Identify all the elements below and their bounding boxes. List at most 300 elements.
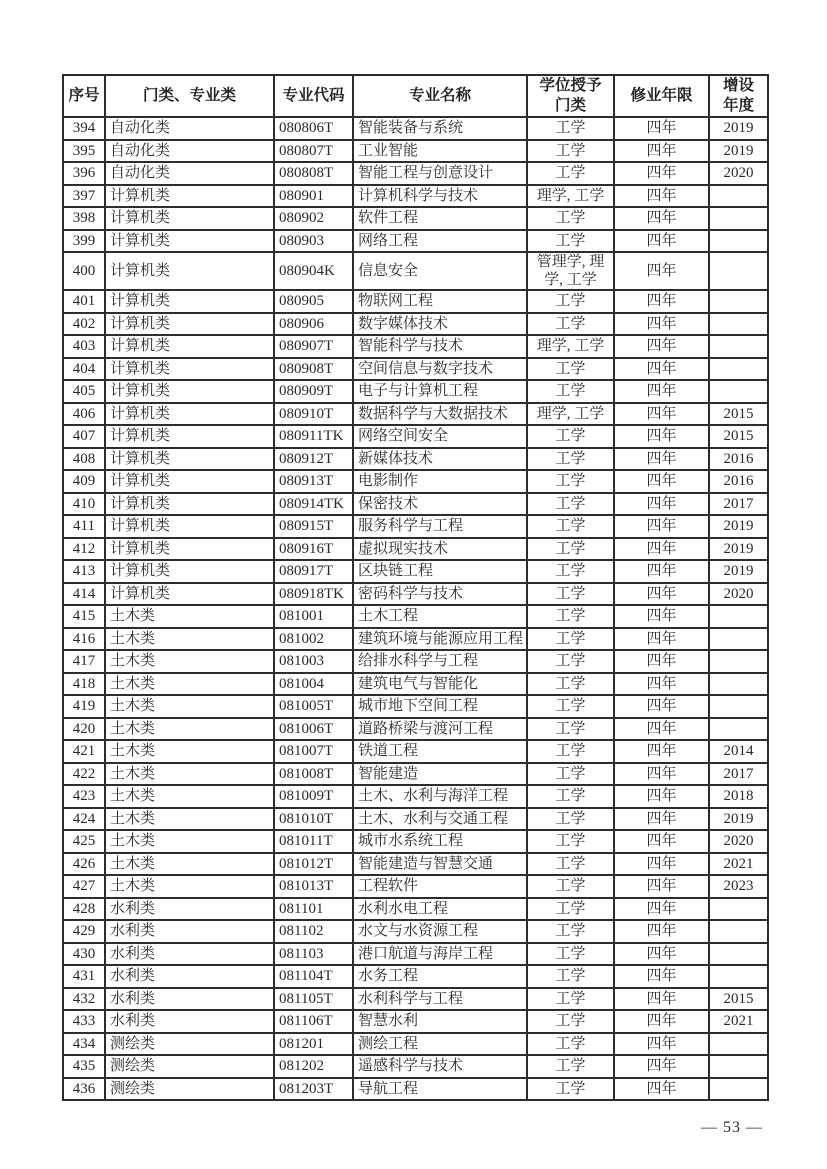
- cell-duration: 四年: [614, 628, 709, 651]
- cell-code: 081203T: [274, 1078, 353, 1101]
- cell-duration: 四年: [614, 1010, 709, 1033]
- table-row: [63, 898, 768, 921]
- table-row: [63, 185, 768, 208]
- cell-code: 081003: [274, 650, 353, 673]
- cell-year: [709, 965, 768, 988]
- cell-name: 保密技术: [353, 493, 527, 516]
- cell-year: 2020: [709, 583, 768, 606]
- cell-year: [709, 252, 768, 290]
- cell-code: 081105T: [274, 988, 353, 1011]
- cell-degree: 工学: [527, 898, 614, 921]
- cell-code: 081102: [274, 920, 353, 943]
- cell-category: 土木类: [105, 875, 274, 898]
- table-row: [63, 1078, 768, 1101]
- cell-category: 土木类: [105, 628, 274, 651]
- table-row: [63, 162, 768, 185]
- cell-degree: 工学: [527, 230, 614, 253]
- cell-duration: 四年: [614, 335, 709, 358]
- cell-category: 计算机类: [105, 470, 274, 493]
- cell-code: 080910T: [274, 403, 353, 426]
- cell-year: [709, 1055, 768, 1078]
- cell-name: 软件工程: [353, 207, 527, 230]
- cell-year: [709, 718, 768, 741]
- cell-year: [709, 695, 768, 718]
- cell-category: 自动化类: [105, 162, 274, 185]
- cell-serial: 403: [63, 335, 105, 358]
- cell-name: 区块链工程: [353, 560, 527, 583]
- cell-year: 2017: [709, 493, 768, 516]
- cell-code: 080808T: [274, 162, 353, 185]
- cell-code: 080914TK: [274, 493, 353, 516]
- cell-year: 2016: [709, 448, 768, 471]
- cell-degree: 工学: [527, 943, 614, 966]
- cell-year: 2021: [709, 1010, 768, 1033]
- cell-category: 计算机类: [105, 290, 274, 313]
- cell-degree: 理学, 工学: [527, 335, 614, 358]
- cell-code: 081104T: [274, 965, 353, 988]
- cell-name: 建筑电气与智能化: [353, 673, 527, 696]
- cell-code: 081201: [274, 1033, 353, 1056]
- cell-year: 2015: [709, 425, 768, 448]
- table-row: [63, 1010, 768, 1033]
- cell-category: 计算机类: [105, 185, 274, 208]
- cell-year: [709, 650, 768, 673]
- cell-category: 计算机类: [105, 358, 274, 381]
- cell-degree: 工学: [527, 695, 614, 718]
- header-name: 专业名称: [353, 75, 527, 117]
- cell-code: 081013T: [274, 875, 353, 898]
- cell-category: 水利类: [105, 920, 274, 943]
- cell-year: 2019: [709, 560, 768, 583]
- cell-code: 080807T: [274, 140, 353, 163]
- cell-serial: 396: [63, 162, 105, 185]
- cell-degree: 工学: [527, 920, 614, 943]
- cell-name: 计算机科学与技术: [353, 185, 527, 208]
- table-row: [63, 313, 768, 336]
- cell-serial: 436: [63, 1078, 105, 1101]
- table-row: [63, 808, 768, 831]
- cell-serial: 421: [63, 740, 105, 763]
- cell-year: [709, 605, 768, 628]
- cell-duration: 四年: [614, 830, 709, 853]
- cell-serial: 415: [63, 605, 105, 628]
- cell-degree: 工学: [527, 988, 614, 1011]
- cell-duration: 四年: [614, 538, 709, 561]
- cell-name: 水利水电工程: [353, 898, 527, 921]
- table-row: [63, 695, 768, 718]
- cell-category: 土木类: [105, 740, 274, 763]
- header-duration: 修业年限: [614, 75, 709, 117]
- cell-duration: 四年: [614, 1055, 709, 1078]
- cell-degree: 工学: [527, 1078, 614, 1101]
- cell-name: 电影制作: [353, 470, 527, 493]
- page-number: — 53 —: [701, 1119, 763, 1136]
- cell-degree: 工学: [527, 673, 614, 696]
- table-row: [63, 448, 768, 471]
- table-row: [63, 673, 768, 696]
- cell-category: 土木类: [105, 718, 274, 741]
- cell-category: 土木类: [105, 808, 274, 831]
- cell-duration: 四年: [614, 470, 709, 493]
- cell-name: 铁道工程: [353, 740, 527, 763]
- cell-name: 智慧水利: [353, 1010, 527, 1033]
- cell-category: 计算机类: [105, 207, 274, 230]
- cell-year: 2014: [709, 740, 768, 763]
- cell-duration: 四年: [614, 403, 709, 426]
- cell-category: 水利类: [105, 898, 274, 921]
- cell-code: 080907T: [274, 335, 353, 358]
- table-row: [63, 470, 768, 493]
- cell-code: 081005T: [274, 695, 353, 718]
- cell-year: 2019: [709, 515, 768, 538]
- table-row: [63, 207, 768, 230]
- cell-degree: 管理学, 理学, 工学: [527, 252, 614, 290]
- cell-year: [709, 1033, 768, 1056]
- cell-duration: 四年: [614, 230, 709, 253]
- cell-name: 给排水科学与工程: [353, 650, 527, 673]
- cell-serial: 394: [63, 117, 105, 140]
- cell-duration: 四年: [614, 207, 709, 230]
- cell-degree: 工学: [527, 117, 614, 140]
- table-row: [63, 425, 768, 448]
- cell-duration: 四年: [614, 965, 709, 988]
- cell-category: 计算机类: [105, 493, 274, 516]
- cell-duration: 四年: [614, 117, 709, 140]
- cell-code: 081007T: [274, 740, 353, 763]
- cell-category: 计算机类: [105, 448, 274, 471]
- cell-category: 计算机类: [105, 380, 274, 403]
- cell-year: 2023: [709, 875, 768, 898]
- cell-name: 水文与水资源工程: [353, 920, 527, 943]
- cell-duration: 四年: [614, 853, 709, 876]
- cell-name: 新媒体技术: [353, 448, 527, 471]
- table-row: [63, 117, 768, 140]
- cell-year: [709, 380, 768, 403]
- cell-category: 土木类: [105, 853, 274, 876]
- cell-serial: 434: [63, 1033, 105, 1056]
- cell-code: 080905: [274, 290, 353, 313]
- cell-degree: 工学: [527, 740, 614, 763]
- cell-code: 081002: [274, 628, 353, 651]
- cell-code: 080917T: [274, 560, 353, 583]
- cell-category: 土木类: [105, 695, 274, 718]
- table-row: [63, 853, 768, 876]
- cell-name: 智能科学与技术: [353, 335, 527, 358]
- cell-duration: 四年: [614, 185, 709, 208]
- cell-year: 2019: [709, 808, 768, 831]
- cell-duration: 四年: [614, 1033, 709, 1056]
- cell-code: 080911TK: [274, 425, 353, 448]
- cell-category: 计算机类: [105, 403, 274, 426]
- cell-year: [709, 358, 768, 381]
- cell-year: 2018: [709, 785, 768, 808]
- cell-degree: 工学: [527, 560, 614, 583]
- cell-name: 服务科学与工程: [353, 515, 527, 538]
- cell-degree: 工学: [527, 538, 614, 561]
- table-row: [63, 290, 768, 313]
- cell-code: 081012T: [274, 853, 353, 876]
- cell-degree: 工学: [527, 650, 614, 673]
- cell-name: 数据科学与大数据技术: [353, 403, 527, 426]
- cell-category: 计算机类: [105, 583, 274, 606]
- cell-degree: 工学: [527, 1033, 614, 1056]
- cell-degree: 工学: [527, 425, 614, 448]
- cell-name: 水利科学与工程: [353, 988, 527, 1011]
- cell-serial: 411: [63, 515, 105, 538]
- cell-year: [709, 185, 768, 208]
- cell-code: 080909T: [274, 380, 353, 403]
- table-row: [63, 785, 768, 808]
- cell-name: 智能建造与智慧交通: [353, 853, 527, 876]
- cell-duration: 四年: [614, 425, 709, 448]
- cell-year: 2020: [709, 162, 768, 185]
- cell-serial: 408: [63, 448, 105, 471]
- cell-duration: 四年: [614, 515, 709, 538]
- cell-degree: 工学: [527, 470, 614, 493]
- cell-name: 工业智能: [353, 140, 527, 163]
- cell-category: 计算机类: [105, 335, 274, 358]
- cell-serial: 406: [63, 403, 105, 426]
- cell-code: 081106T: [274, 1010, 353, 1033]
- cell-year: [709, 230, 768, 253]
- cell-degree: 工学: [527, 853, 614, 876]
- header-serial: 序号: [63, 75, 105, 117]
- cell-duration: 四年: [614, 290, 709, 313]
- cell-serial: 404: [63, 358, 105, 381]
- cell-code: 081004: [274, 673, 353, 696]
- cell-serial: 425: [63, 830, 105, 853]
- cell-category: 土木类: [105, 763, 274, 786]
- cell-name: 道路桥梁与渡河工程: [353, 718, 527, 741]
- cell-duration: 四年: [614, 920, 709, 943]
- cell-category: 水利类: [105, 988, 274, 1011]
- cell-year: [709, 313, 768, 336]
- cell-degree: 工学: [527, 605, 614, 628]
- cell-serial: 412: [63, 538, 105, 561]
- table-row: [63, 403, 768, 426]
- cell-degree: 工学: [527, 785, 614, 808]
- cell-code: 081202: [274, 1055, 353, 1078]
- cell-code: 080903: [274, 230, 353, 253]
- cell-duration: 四年: [614, 898, 709, 921]
- cell-duration: 四年: [614, 605, 709, 628]
- cell-year: [709, 920, 768, 943]
- cell-name: 遥感科学与技术: [353, 1055, 527, 1078]
- table-row: [63, 252, 768, 290]
- cell-duration: 四年: [614, 988, 709, 1011]
- cell-serial: 432: [63, 988, 105, 1011]
- cell-code: 081101: [274, 898, 353, 921]
- table-row: [63, 875, 768, 898]
- cell-serial: 423: [63, 785, 105, 808]
- cell-year: 2021: [709, 853, 768, 876]
- table-row: [63, 965, 768, 988]
- cell-duration: 四年: [614, 252, 709, 290]
- cell-serial: 399: [63, 230, 105, 253]
- cell-degree: 工学: [527, 290, 614, 313]
- table-row: [63, 1055, 768, 1078]
- cell-degree: 工学: [527, 763, 614, 786]
- cell-name: 城市地下空间工程: [353, 695, 527, 718]
- cell-degree: 工学: [527, 313, 614, 336]
- cell-serial: 430: [63, 943, 105, 966]
- cell-serial: 414: [63, 583, 105, 606]
- cell-degree: 工学: [527, 493, 614, 516]
- header-code: 专业代码: [274, 75, 353, 117]
- cell-serial: 416: [63, 628, 105, 651]
- cell-duration: 四年: [614, 313, 709, 336]
- cell-duration: 四年: [614, 1078, 709, 1101]
- cell-serial: 431: [63, 965, 105, 988]
- cell-code: 080915T: [274, 515, 353, 538]
- cell-serial: 409: [63, 470, 105, 493]
- cell-name: 智能工程与创意设计: [353, 162, 527, 185]
- cell-degree: 工学: [527, 380, 614, 403]
- cell-duration: 四年: [614, 875, 709, 898]
- cell-category: 计算机类: [105, 538, 274, 561]
- cell-duration: 四年: [614, 740, 709, 763]
- cell-code: 081010T: [274, 808, 353, 831]
- cell-serial: 422: [63, 763, 105, 786]
- cell-degree: 理学, 工学: [527, 403, 614, 426]
- cell-category: 计算机类: [105, 230, 274, 253]
- majors-table: [62, 74, 769, 1101]
- cell-category: 自动化类: [105, 117, 274, 140]
- table-row: [63, 493, 768, 516]
- cell-code: 080902: [274, 207, 353, 230]
- cell-duration: 四年: [614, 493, 709, 516]
- cell-duration: 四年: [614, 943, 709, 966]
- table-row: [63, 920, 768, 943]
- cell-degree: 工学: [527, 583, 614, 606]
- cell-year: [709, 1078, 768, 1101]
- cell-code: 081009T: [274, 785, 353, 808]
- table-row: [63, 650, 768, 673]
- cell-year: [709, 335, 768, 358]
- table-row: [63, 830, 768, 853]
- cell-duration: 四年: [614, 162, 709, 185]
- cell-name: 空间信息与数字技术: [353, 358, 527, 381]
- cell-year: [709, 207, 768, 230]
- cell-category: 土木类: [105, 650, 274, 673]
- cell-serial: 426: [63, 853, 105, 876]
- cell-name: 物联网工程: [353, 290, 527, 313]
- table-row: [63, 943, 768, 966]
- cell-name: 网络工程: [353, 230, 527, 253]
- cell-name: 港口航道与海岸工程: [353, 943, 527, 966]
- header-category: 门类、专业类: [105, 75, 274, 117]
- cell-degree: 工学: [527, 140, 614, 163]
- cell-name: 建筑环境与能源应用工程: [353, 628, 527, 651]
- cell-name: 水务工程: [353, 965, 527, 988]
- cell-category: 测绘类: [105, 1055, 274, 1078]
- cell-name: 电子与计算机工程: [353, 380, 527, 403]
- cell-code: 080901: [274, 185, 353, 208]
- cell-category: 水利类: [105, 943, 274, 966]
- cell-category: 水利类: [105, 965, 274, 988]
- cell-serial: 424: [63, 808, 105, 831]
- cell-category: 测绘类: [105, 1033, 274, 1056]
- table-row: [63, 538, 768, 561]
- cell-code: 080913T: [274, 470, 353, 493]
- cell-name: 测绘工程: [353, 1033, 527, 1056]
- cell-serial: 419: [63, 695, 105, 718]
- cell-code: 081006T: [274, 718, 353, 741]
- cell-duration: 四年: [614, 560, 709, 583]
- cell-category: 土木类: [105, 785, 274, 808]
- cell-year: 2017: [709, 763, 768, 786]
- cell-serial: 435: [63, 1055, 105, 1078]
- cell-degree: 工学: [527, 1010, 614, 1033]
- cell-category: 自动化类: [105, 140, 274, 163]
- cell-degree: 工学: [527, 1055, 614, 1078]
- cell-year: 2019: [709, 117, 768, 140]
- table-row: [63, 718, 768, 741]
- cell-category: 土木类: [105, 605, 274, 628]
- cell-serial: 398: [63, 207, 105, 230]
- cell-name: 数字媒体技术: [353, 313, 527, 336]
- table-row: [63, 358, 768, 381]
- cell-code: 081103: [274, 943, 353, 966]
- header-row: [63, 75, 768, 117]
- table-row: [63, 763, 768, 786]
- cell-code: 080912T: [274, 448, 353, 471]
- cell-duration: 四年: [614, 718, 709, 741]
- cell-category: 计算机类: [105, 425, 274, 448]
- cell-degree: 工学: [527, 830, 614, 853]
- cell-code: 080904K: [274, 252, 353, 290]
- cell-serial: 429: [63, 920, 105, 943]
- cell-duration: 四年: [614, 673, 709, 696]
- cell-name: 密码科学与技术: [353, 583, 527, 606]
- cell-year: [709, 943, 768, 966]
- table-row: [63, 1033, 768, 1056]
- cell-duration: 四年: [614, 763, 709, 786]
- table-row: [63, 335, 768, 358]
- cell-code: 081001: [274, 605, 353, 628]
- cell-serial: 413: [63, 560, 105, 583]
- cell-degree: 工学: [527, 965, 614, 988]
- cell-degree: 理学, 工学: [527, 185, 614, 208]
- cell-category: 计算机类: [105, 560, 274, 583]
- cell-code: 081011T: [274, 830, 353, 853]
- table-row: [63, 230, 768, 253]
- cell-duration: 四年: [614, 358, 709, 381]
- cell-degree: 工学: [527, 718, 614, 741]
- cell-category: 土木类: [105, 830, 274, 853]
- cell-year: [709, 673, 768, 696]
- cell-serial: 427: [63, 875, 105, 898]
- cell-year: 2020: [709, 830, 768, 853]
- cell-category: 土木类: [105, 673, 274, 696]
- cell-code: 081008T: [274, 763, 353, 786]
- cell-category: 计算机类: [105, 252, 274, 290]
- cell-year: [709, 898, 768, 921]
- cell-serial: 420: [63, 718, 105, 741]
- cell-duration: 四年: [614, 695, 709, 718]
- cell-code: 080906: [274, 313, 353, 336]
- cell-degree: 工学: [527, 808, 614, 831]
- cell-name: 虚拟现实技术: [353, 538, 527, 561]
- header-degree: 学位授予 门类: [527, 75, 614, 117]
- cell-name: 城市水系统工程: [353, 830, 527, 853]
- cell-name: 土木、水利与交通工程: [353, 808, 527, 831]
- cell-serial: 418: [63, 673, 105, 696]
- cell-category: 水利类: [105, 1010, 274, 1033]
- cell-serial: 410: [63, 493, 105, 516]
- cell-duration: 四年: [614, 448, 709, 471]
- cell-degree: 工学: [527, 875, 614, 898]
